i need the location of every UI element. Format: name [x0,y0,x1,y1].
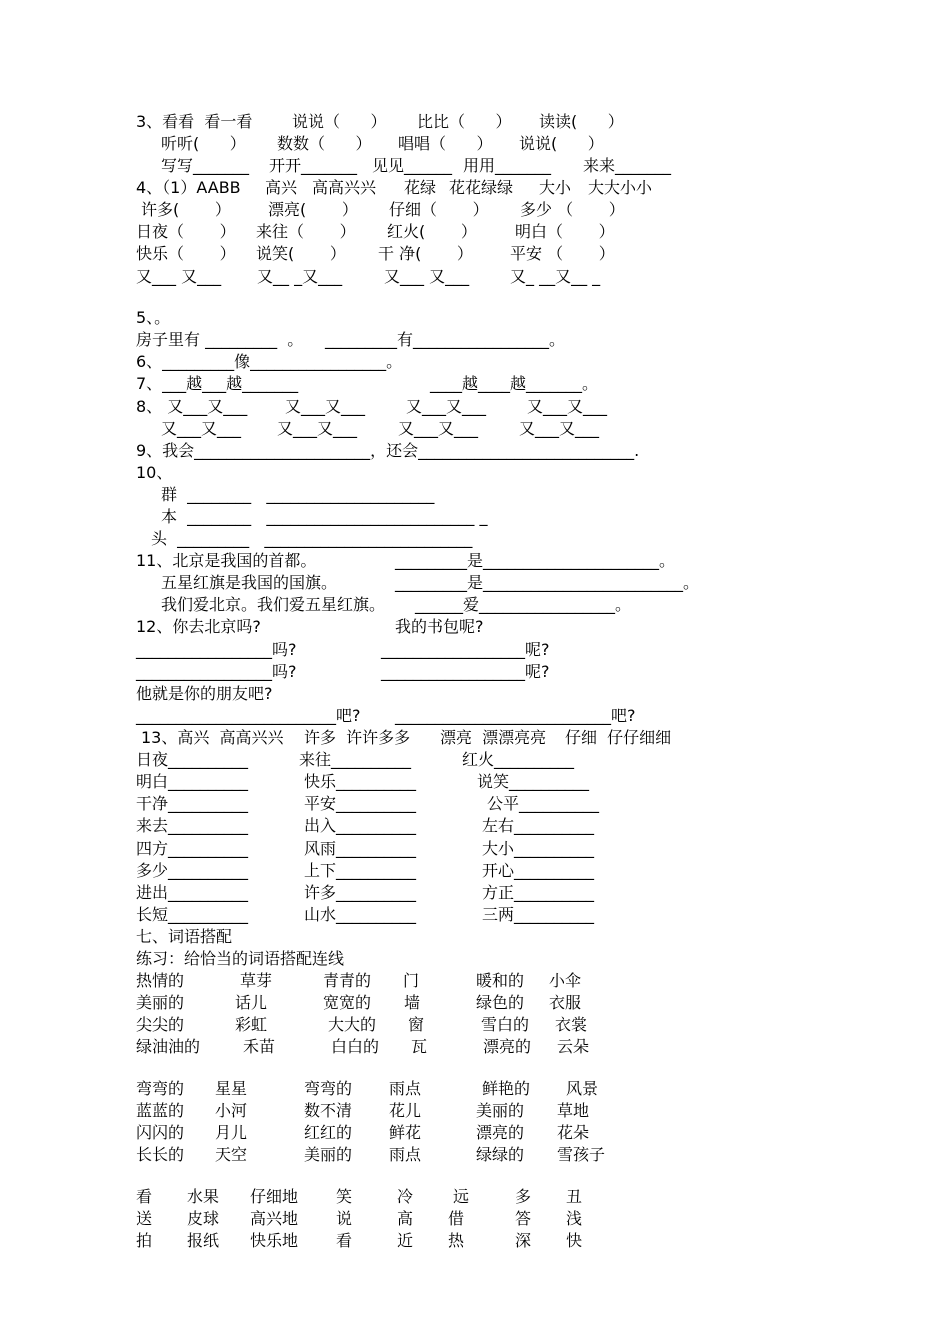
match2-row-1-text-5: 鲜艳的 [482,1079,531,1098]
match2-row-3-text-4: 鲜花 [389,1123,422,1142]
match2-row-1-text-2: 星星 [215,1079,248,1098]
section7-row-6-text-3: 白白的 [331,1037,380,1056]
match2-row-2-text-3: 数不清 [304,1101,353,1120]
q12-row-5-text-1: _________________________吧? [136,706,361,725]
q12-row-4-text-1: 他就是你的朋友吧? [136,684,273,703]
q13-row-6-text-1: 四方__________ [136,839,249,858]
q4-row-1-text-3: 高高兴兴 [312,178,377,197]
match3-row-1-text-5: 冷 [397,1187,414,1206]
match2-row-4-text-3: 美丽的 [304,1145,353,1164]
match3-row-1-text-4: 笑 [336,1187,353,1206]
q10-row-2-text-1: 群 ________ _____________________ [161,485,435,504]
q4-row-3-text-2: 来往（ ） [256,222,356,241]
section7-row-3-text-6: 小伞 [549,971,582,990]
match2-row-3-text-5: 漂亮的 [476,1123,525,1142]
q4-row-5-text-2: 又__ _又___ [257,267,343,286]
match2-row-2-text-4: 花儿 [389,1101,422,1120]
q13-row-4-text-1: 干净__________ [136,794,249,813]
q11-row-3-text-2: ______爱_________________。 [415,595,632,614]
q12-row-1-text-1: 12、你去北京吗? [136,617,261,636]
q9-row-1-text-1: 9、我会______________________，还会___________________________. [136,441,640,460]
q4-row-1-text-4: 花绿 [404,178,437,197]
match3-row-3-text-8: 快 [566,1231,583,1250]
q3-row-3-text-3: 见见______ [372,156,453,175]
q13-row-1-text-1: 13、高兴 高高兴兴 [141,728,284,747]
match2-row-4-text-4: 雨点 [389,1145,422,1164]
q13-row-1-text-2: 许多 许许多多 [304,728,411,747]
q3-row-1-text-1: 3、看看 看一看 [136,112,253,131]
q8-row-2-text-4: 又___又___ [519,419,600,438]
match2-row-4-text-5: 绿绿的 [476,1145,525,1164]
q13-row-9-text-1: 长短__________ [136,905,249,924]
q8-row-2-text-3: 又___又___ [398,419,479,438]
q13-row-9-text-2: 山水__________ [304,905,417,924]
q4-row-3-text-3: 红火( ） [387,222,477,241]
section7-row-3-text-5: 暖和的 [476,971,525,990]
q13-row-7-text-1: 多少__________ [136,861,249,880]
q6-row-1-text-1: 6、_________像_________________。 [136,352,403,371]
match2-row-3-text-6: 花朵 [557,1123,590,1142]
match2-row-4-text-2: 天空 [215,1145,248,1164]
section7-row-3-text-3: 青青的 [323,971,372,990]
match3-row-2-text-6: 借 [448,1209,465,1228]
q4-row-2-text-3: 仔细（ ） [389,200,489,219]
match2-row-3-text-2: 月儿 [215,1123,248,1142]
match3-row-3-text-6: 热 [448,1231,465,1250]
section7-row-1-text-1: 七、词语搭配 [136,927,233,946]
q12-row-3-text-2: __________________呢? [381,662,550,681]
match3-row-1-text-7: 多 [515,1187,532,1206]
q4-row-1-text-1: 4、（1）AABB [136,178,241,197]
q10-row-3-text-1: 本 ________ __________________________ _ [161,507,488,526]
q8-row-1-text-3: 又___又___ [406,397,487,416]
q4-row-1-text-5: 花花绿绿 [449,178,514,197]
q13-row-3-text-3: 说笑__________ [477,772,590,791]
q10-row-4-text-1: 头 _________ __________________________ [151,529,473,548]
match3-row-2-text-8: 浅 [566,1209,583,1228]
match3-row-1-text-2: 水果 [187,1187,220,1206]
q13-row-7-text-2: 上下__________ [304,861,417,880]
q8-row-1-text-4: 又___又___ [527,397,608,416]
q7-row-1-text-2: ____越____越_______。 [430,374,599,393]
section7-row-5-text-5: 雪白的 [481,1015,530,1034]
section7-row-4-text-5: 绿色的 [476,993,525,1012]
match2-row-1-text-4: 雨点 [389,1079,422,1098]
match3-row-3-text-1: 拍 [136,1231,153,1250]
match2-row-3-text-1: 闪闪的 [136,1123,185,1142]
match3-row-2-text-3: 高兴地 [250,1209,299,1228]
section7-row-6-text-1: 绿油油的 [136,1037,201,1056]
q4-row-1-text-7: 大大小小 [588,178,653,197]
section7-row-6-text-6: 云朵 [557,1037,590,1056]
section7-row-4-text-3: 宽宽的 [323,993,372,1012]
q3-row-2-text-3: 唱唱（ ） [398,134,493,153]
q8-row-1-text-1: 8、 又___又___ [136,397,248,416]
match2-row-1-text-3: 弯弯的 [304,1079,353,1098]
section7-row-4-text-4: 墙 [404,993,421,1012]
section7-row-5-text-2: 彩虹 [235,1015,268,1034]
q3-row-1-text-2: 说说（ ） [292,112,387,131]
q4-row-5-text-4: 又_ __又__ _ [510,267,601,286]
q3-row-3-text-1: 写写_______ [161,156,250,175]
q3-row-2-text-1: 听听( ） [161,134,246,153]
q4-row-5-text-3: 又___ 又___ [384,267,470,286]
match2-row-2-text-5: 美丽的 [476,1101,525,1120]
section7-row-4-text-1: 美丽的 [136,993,185,1012]
q13-row-8-text-2: 许多__________ [304,883,417,902]
q3-row-3-text-2: 开开_______ [269,156,358,175]
q13-row-1-text-4: 仔细 仔仔细细 [565,728,672,747]
q13-row-7-text-3: 开心__________ [482,861,595,880]
q11-row-2-text-1: 五星红旗是我国的国旗。 [161,573,338,592]
match3-row-2-text-4: 说 [336,1209,353,1228]
match2-row-2-text-6: 草地 [557,1101,590,1120]
q13-row-3-text-2: 快乐__________ [304,772,417,791]
q7-row-1-text-1: 7、___越___越_______ [136,374,299,393]
section7-row-5-text-4: 窗 [408,1015,425,1034]
q13-row-5-text-2: 出入__________ [304,816,417,835]
q13-row-3-text-1: 明白__________ [136,772,249,791]
q4-row-2-text-1: 许多( ） [141,200,231,219]
section7-row-5-text-3: 大大的 [328,1015,377,1034]
match3-row-2-text-2: 皮球 [187,1209,220,1228]
q13-row-2-text-2: 来往__________ [299,750,412,769]
q5-row-2-text-1: 房子里有 _________ 。 [136,330,304,349]
q13-row-9-text-3: 三两__________ [482,905,595,924]
q11-row-1-text-1: 11、北京是我国的首都。 [136,551,317,570]
q13-row-8-text-1: 进出__________ [136,883,249,902]
match3-row-1-text-8: 丑 [566,1187,583,1206]
q13-row-2-text-1: 日夜__________ [136,750,249,769]
q3-row-2-text-4: 说说( ） [519,134,604,153]
q8-row-2-text-1: 又___又___ [161,419,242,438]
match3-row-2-text-5: 高 [397,1209,414,1228]
match2-row-1-text-6: 风景 [566,1079,599,1098]
q8-row-1-text-2: 又___又___ [285,397,366,416]
section7-row-6-text-2: 禾苗 [243,1037,276,1056]
q4-row-4-text-3: 干 净( ） [378,244,473,263]
section7-row-6-text-5: 漂亮的 [483,1037,532,1056]
section7-row-3-text-2: 草芽 [240,971,273,990]
match3-row-3-text-4: 看 [336,1231,353,1250]
q4-row-3-text-4: 明白（ ） [515,222,615,241]
q13-row-4-text-2: 平安__________ [304,794,417,813]
q3-row-1-text-3: 比比（ ） [417,112,512,131]
match2-row-4-text-6: 雪孩子 [557,1145,606,1164]
q3-row-1-text-4: 读读( ） [539,112,624,131]
q8-row-2-text-2: 又___又___ [277,419,358,438]
match2-row-2-text-1: 蓝蓝的 [136,1101,185,1120]
q11-row-2-text-2: _________是_________________________。 [395,573,700,592]
match2-row-4-text-1: 长长的 [136,1145,185,1164]
q13-row-6-text-3: 大小__________ [482,839,595,858]
q4-row-5-text-1: 又___ 又___ [136,267,222,286]
q11-row-1-text-2: _________是______________________。 [395,551,676,570]
match3-row-3-text-2: 报纸 [187,1231,220,1250]
q3-row-2-text-2: 数数（ ） [277,134,372,153]
match3-row-3-text-3: 快乐地 [250,1231,299,1250]
q3-row-3-text-4: 用用_______ [463,156,552,175]
q13-row-5-text-3: 左右__________ [482,816,595,835]
match2-row-2-text-2: 小河 [215,1101,248,1120]
section7-row-5-text-6: 衣裳 [555,1015,588,1034]
q4-row-1-text-2: 高兴 [265,178,298,197]
match3-row-2-text-7: 答 [515,1209,532,1228]
q13-row-4-text-3: 公平__________ [487,794,600,813]
q13-row-6-text-2: 风雨__________ [304,839,417,858]
section7-row-3-text-1: 热情的 [136,971,185,990]
match3-row-2-text-1: 送 [136,1209,153,1228]
q4-row-4-text-1: 快乐（ ） [136,244,236,263]
section7-row-4-text-6: 衣服 [549,993,582,1012]
q5-row-2-text-2: _________有_________________。 [325,330,566,349]
q11-row-3-text-1: 我们爱北京。我们爱五星红旗。 [161,595,386,614]
q13-row-8-text-3: 方正__________ [482,883,595,902]
q13-row-5-text-1: 来去__________ [136,816,249,835]
match3-row-3-text-7: 深 [515,1231,532,1250]
section7-row-4-text-2: 话儿 [235,993,268,1012]
q4-row-4-text-2: 说笑( ） [256,244,346,263]
q10-row-1-text-1: 10、 [136,463,173,482]
q12-row-2-text-1: _________________吗? [136,640,297,659]
q4-row-1-text-6: 大小 [539,178,572,197]
match3-row-1-text-3: 仔细地 [250,1187,299,1206]
q4-row-2-text-2: 漂亮( ） [268,200,358,219]
q4-row-2-text-4: 多少 （ ） [520,200,625,219]
match2-row-3-text-3: 红红的 [304,1123,353,1142]
q13-row-2-text-3: 红火__________ [462,750,575,769]
match3-row-3-text-5: 近 [397,1231,414,1250]
match3-row-1-text-6: 远 [453,1187,470,1206]
section7-row-5-text-1: 尖尖的 [136,1015,185,1034]
q4-row-3-text-1: 日夜（ ） [136,222,236,241]
match3-row-1-text-1: 看 [136,1187,153,1206]
section7-row-6-text-4: 瓦 [411,1037,428,1056]
q4-row-4-text-4: 平安 （ ） [510,244,615,263]
q13-row-1-text-3: 漂亮 漂漂亮亮 [440,728,547,747]
q3-row-3-text-5: 来来_______ [583,156,672,175]
q5-row-1-text-1: 5、。 [136,308,171,327]
section7-row-2-text-1: 练习：给恰当的词语搭配连线 [136,949,345,968]
section7-row-3-text-4: 门 [403,971,420,990]
q12-row-1-text-2: 我的书包呢? [395,617,484,636]
q12-row-3-text-1: _________________吗? [136,662,297,681]
q12-row-5-text-2: ___________________________吧? [395,706,636,725]
match2-row-1-text-1: 弯弯的 [136,1079,185,1098]
q12-row-2-text-2: __________________呢? [381,640,550,659]
